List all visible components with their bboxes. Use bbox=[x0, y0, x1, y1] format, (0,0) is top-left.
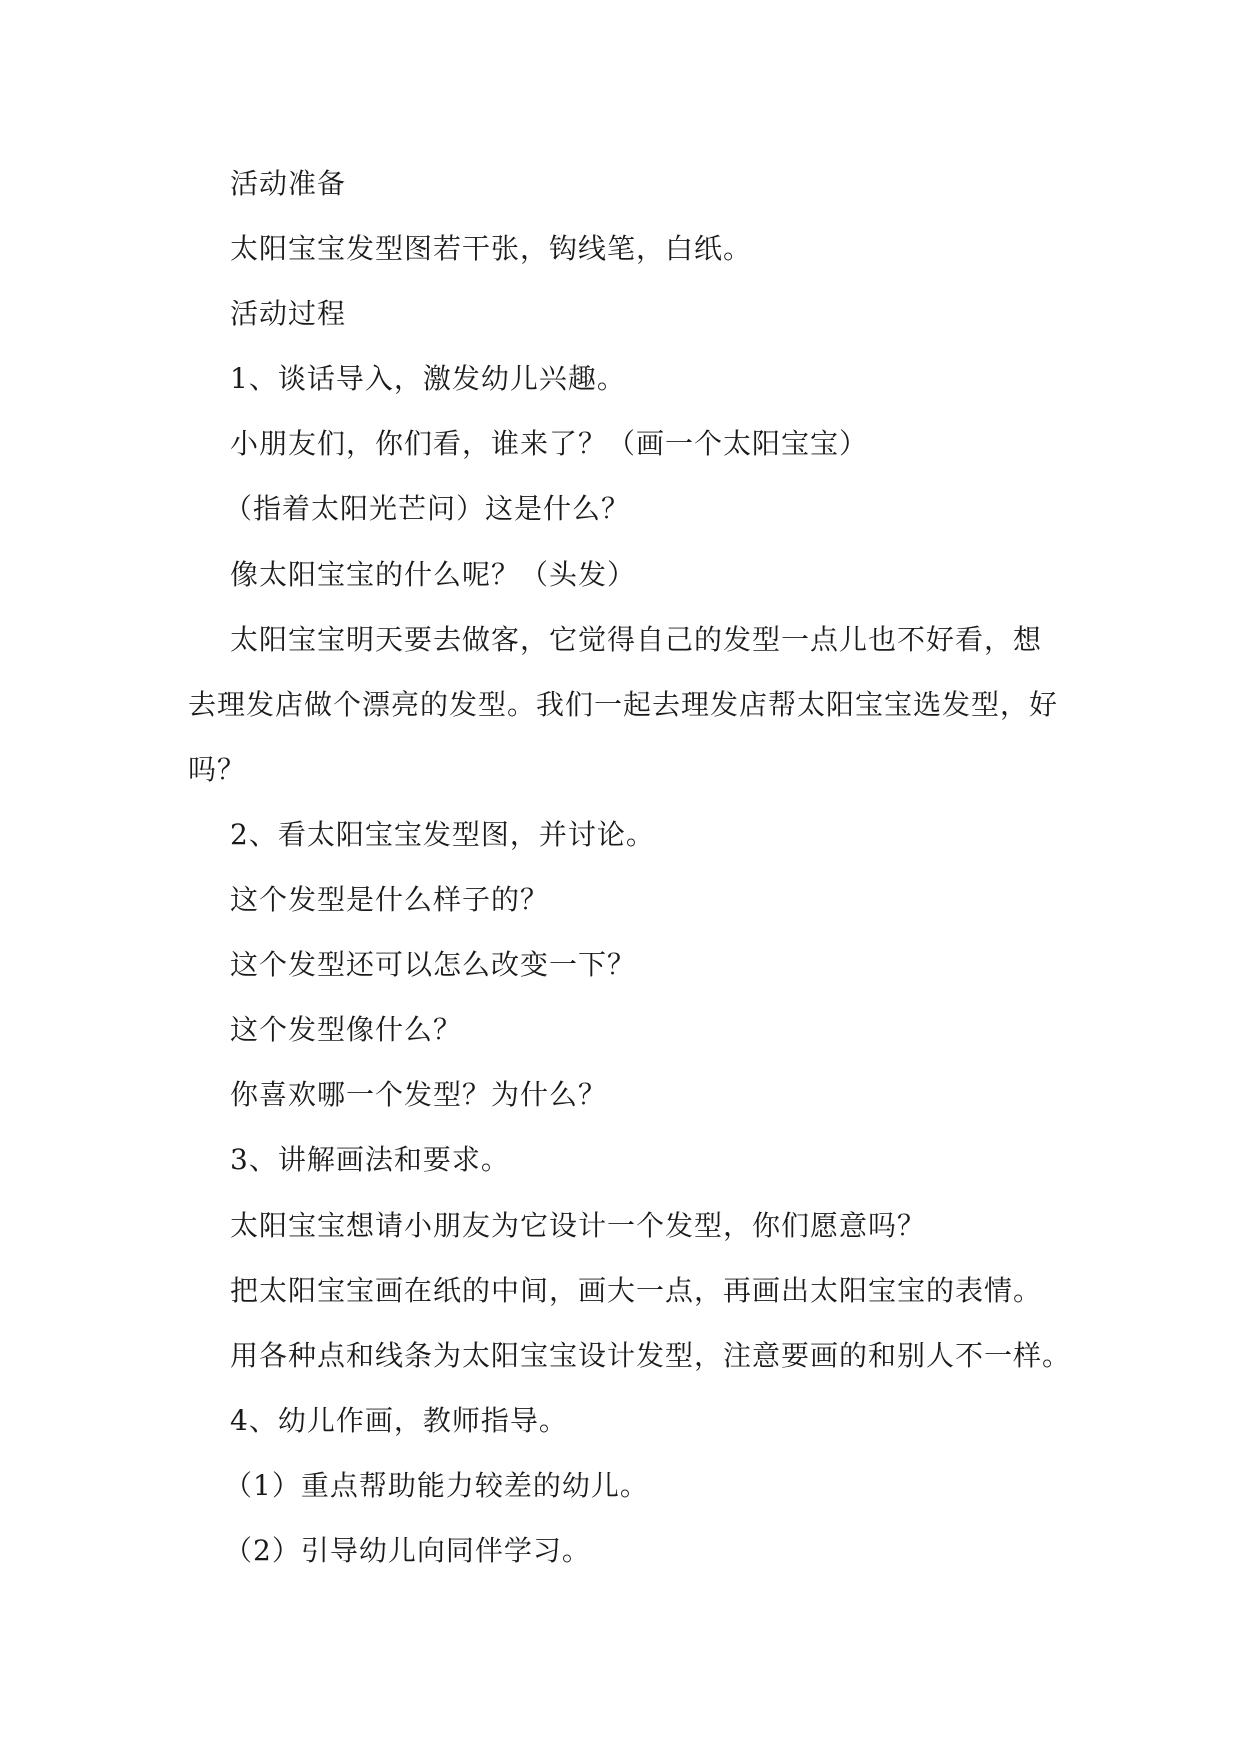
paragraph-line: 用各种点和线条为太阳宝宝设计发型，注意要画的和别人不一样。 bbox=[230, 1338, 1072, 1372]
paragraph-line: 小朋友们，你们看，谁来了？（画一个太阳宝宝） bbox=[230, 427, 869, 461]
paragraph-line: 吗？ bbox=[188, 752, 247, 786]
list-item: （1）重点帮助能力较差的幼儿。 bbox=[224, 1468, 649, 1502]
paragraph-line: 太阳宝宝明天要去做客，它觉得自己的发型一点儿也不好看，想 bbox=[230, 622, 1043, 656]
paragraph-line: 这个发型像什么？ bbox=[230, 1013, 463, 1047]
paragraph-line: 这个发型是什么样子的？ bbox=[230, 883, 550, 917]
paragraph-line: （指着太阳光芒问）这是什么？ bbox=[224, 492, 631, 526]
paragraph-line: 去理发店做个漂亮的发型。我们一起去理发店帮太阳宝宝选发型，好 bbox=[188, 687, 1059, 721]
step-2-heading: 2、看太阳宝宝发型图，并讨论。 bbox=[230, 817, 655, 851]
paragraph-line: 像太阳宝宝的什么呢？（头发） bbox=[230, 557, 637, 591]
step-4-heading: 4、幼儿作画，教师指导。 bbox=[230, 1403, 568, 1437]
section-heading-preparation: 活动准备 bbox=[230, 167, 347, 200]
paragraph-line: 太阳宝宝想请小朋友为它设计一个发型，你们愿意吗？ bbox=[230, 1208, 927, 1242]
section-heading-process: 活动过程 bbox=[230, 297, 347, 331]
paragraph-line: 把太阳宝宝画在纸的中间，画大一点，再画出太阳宝宝的表情。 bbox=[230, 1273, 1043, 1307]
document-body bbox=[188, 151, 1072, 1583]
paragraph-line: 你喜欢哪一个发型？为什么？ bbox=[230, 1078, 608, 1112]
step-1-heading: 1、谈话导入，激发幼儿兴趣。 bbox=[230, 362, 626, 396]
paragraph-line: 这个发型还可以怎么改变一下？ bbox=[230, 948, 637, 982]
step-3-heading: 3、讲解画法和要求。 bbox=[230, 1143, 510, 1177]
list-item: （2）引导幼儿向同伴学习。 bbox=[224, 1533, 591, 1567]
paragraph-materials: 太阳宝宝发型图若干张，钩线笔，白纸。 bbox=[230, 232, 753, 266]
